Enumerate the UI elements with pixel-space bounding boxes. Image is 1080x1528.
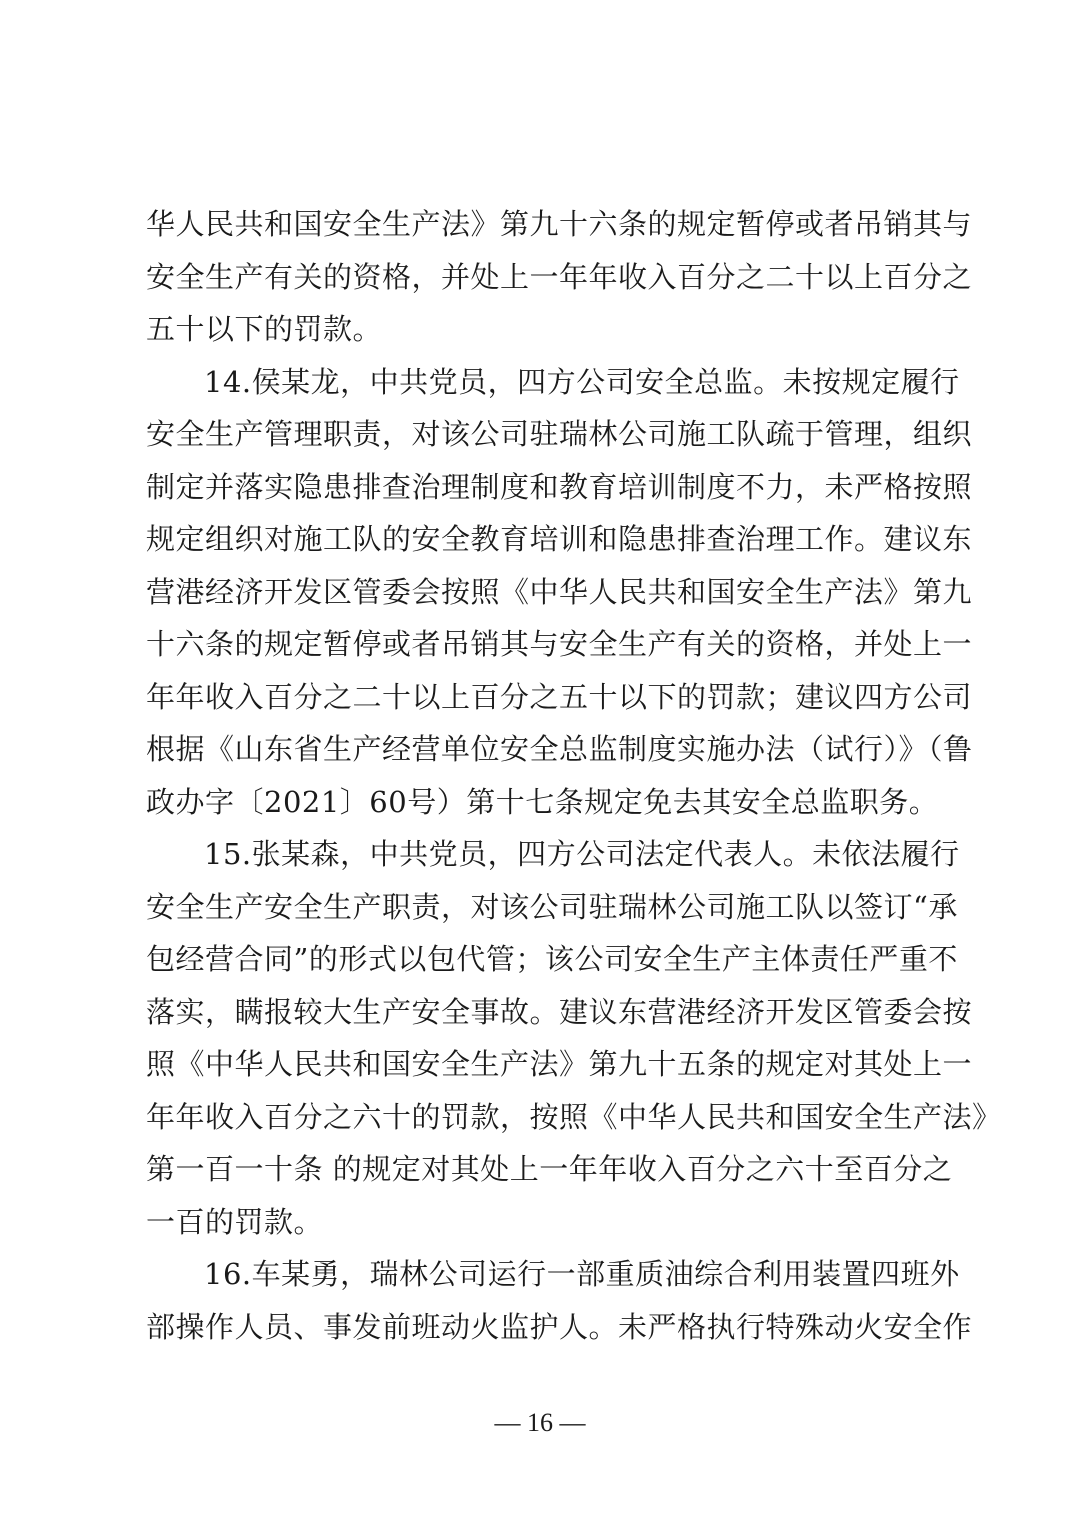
text-line: 安全生产有关的资格，并处上一年年收入百分之二十以上百分之: [146, 259, 973, 294]
text-line: 部操作人员、事发前班动火监护人。未严格执行特殊动火安全作: [146, 1309, 973, 1344]
paragraph-16-start: 16.车某勇，瑞林公司运行一部重质油综合利用装置四班外: [204, 1257, 960, 1291]
text-line: 年年收入百分之二十以上百分之五十以下的罚款；建议四方公司: [146, 679, 973, 714]
text-line: 制定并落实隐患排查治理制度和教育培训制度不力，未严格按照: [146, 469, 973, 504]
text-line: 照《中华人民共和国安全生产法》第九十五条的规定对其处上一: [146, 1047, 973, 1081]
text-line: 华人民共和国安全生产法》第九十六条的规定暂停或者吊销其与: [146, 207, 973, 241]
text-line: 政办字〔2021〕60号）第十七条规定免去其安全总监职务。: [146, 784, 939, 819]
page-number: — 16 —: [494, 1408, 586, 1437]
text-line: 安全生产管理职责，对该公司驻瑞林公司施工队疏于管理，组织: [146, 417, 973, 451]
text-line: 一百的罚款。: [146, 1204, 324, 1239]
text-line: 营港经济开发区管委会按照《中华人民共和国安全生产法》第九: [146, 574, 973, 609]
text-line: 安全生产安全生产职责，对该公司驻瑞林公司施工队以签订“承: [146, 889, 958, 924]
text-line: 落实，瞒报较大生产安全事故。建议东营港经济开发区管委会按: [146, 994, 973, 1029]
body-text: [146, 198, 1002, 1353]
text-line: 年年收入百分之六十的罚款，按照《中华人民共和国安全生产法》: [146, 1099, 1002, 1134]
paragraph-15-start: 15.张某森，中共党员，四方公司法定代表人。未依法履行: [204, 837, 960, 871]
text-line: 十六条的规定暂停或者吊销其与安全生产有关的资格，并处上一: [146, 627, 973, 661]
text-line: 规定组织对施工队的安全教育培训和隐患排查治理工作。建议东: [146, 522, 973, 556]
paragraph-14-start: 14.侯某龙，中共党员，四方公司安全总监。未按规定履行: [204, 364, 960, 399]
text-line: 第一百一十条 的规定对其处上一年年收入百分之六十至百分之: [146, 1152, 953, 1186]
text-line: 五十以下的罚款。: [146, 312, 383, 346]
text-line: 包经营合同”的形式以包代管；该公司安全生产主体责任严重不: [146, 942, 958, 976]
text-line: 根据《山东省生产经营单位安全总监制度实施办法（试行）》（鲁: [146, 732, 973, 766]
